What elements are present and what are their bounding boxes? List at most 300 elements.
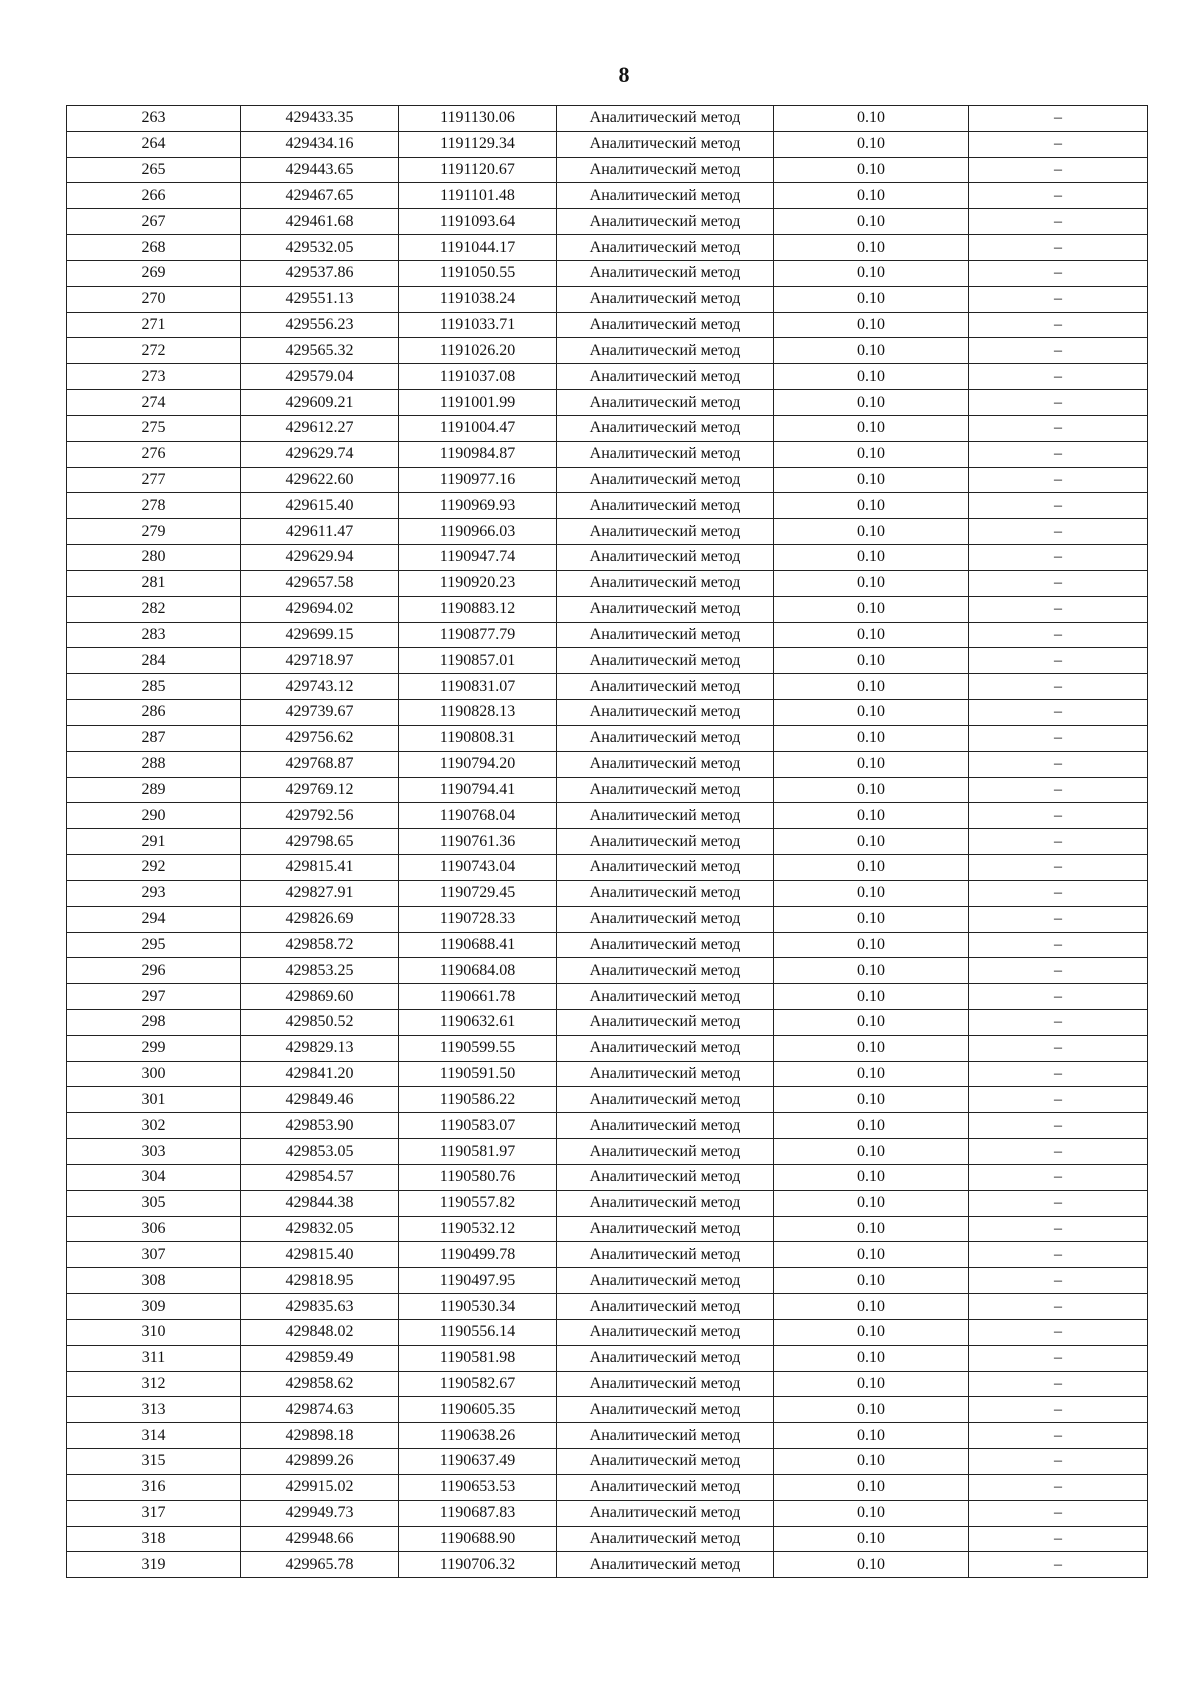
point-number-cell: 271 — [67, 312, 241, 338]
point-number-cell: 270 — [67, 286, 241, 312]
note-cell: – — [969, 1371, 1148, 1397]
accuracy-cell: 0.10 — [774, 906, 969, 932]
x-coordinate-cell: 429612.27 — [241, 415, 399, 441]
x-coordinate-cell: 429832.05 — [241, 1216, 399, 1242]
y-coordinate-cell: 1190728.33 — [399, 906, 557, 932]
note-cell: – — [969, 700, 1148, 726]
y-coordinate-cell: 1191044.17 — [399, 235, 557, 261]
point-number-cell: 269 — [67, 260, 241, 286]
table-row — [67, 441, 1148, 467]
table-row — [67, 622, 1148, 648]
accuracy-cell: 0.10 — [774, 1345, 969, 1371]
note-cell: – — [969, 390, 1148, 416]
x-coordinate-cell: 429841.20 — [241, 1061, 399, 1087]
method-cell: Аналитический метод — [557, 312, 774, 338]
note-cell: – — [969, 312, 1148, 338]
accuracy-cell: 0.10 — [774, 648, 969, 674]
table-row — [67, 1500, 1148, 1526]
accuracy-cell: 0.10 — [774, 312, 969, 338]
accuracy-cell: 0.10 — [774, 286, 969, 312]
accuracy-cell: 0.10 — [774, 1139, 969, 1165]
table-row — [67, 674, 1148, 700]
x-coordinate-cell: 429827.91 — [241, 880, 399, 906]
y-coordinate-cell: 1190605.35 — [399, 1397, 557, 1423]
note-cell: – — [969, 1242, 1148, 1268]
method-cell: Аналитический метод — [557, 1139, 774, 1165]
table-row — [67, 209, 1148, 235]
note-cell: – — [969, 725, 1148, 751]
point-number-cell: 293 — [67, 880, 241, 906]
method-cell: Аналитический метод — [557, 829, 774, 855]
y-coordinate-cell: 1190580.76 — [399, 1164, 557, 1190]
x-coordinate-cell: 429467.65 — [241, 183, 399, 209]
method-cell: Аналитический метод — [557, 1190, 774, 1216]
point-number-cell: 314 — [67, 1423, 241, 1449]
table-row — [67, 1190, 1148, 1216]
method-cell: Аналитический метод — [557, 519, 774, 545]
method-cell: Аналитический метод — [557, 1552, 774, 1578]
note-cell: – — [969, 1500, 1148, 1526]
accuracy-cell: 0.10 — [774, 545, 969, 571]
note-cell: – — [969, 622, 1148, 648]
method-cell: Аналитический метод — [557, 880, 774, 906]
point-number-cell: 311 — [67, 1345, 241, 1371]
y-coordinate-cell: 1190586.22 — [399, 1087, 557, 1113]
point-number-cell: 306 — [67, 1216, 241, 1242]
table-row — [67, 648, 1148, 674]
accuracy-cell: 0.10 — [774, 1087, 969, 1113]
note-cell: – — [969, 1552, 1148, 1578]
method-cell: Аналитический метод — [557, 467, 774, 493]
method-cell: Аналитический метод — [557, 157, 774, 183]
accuracy-cell: 0.10 — [774, 803, 969, 829]
accuracy-cell: 0.10 — [774, 958, 969, 984]
x-coordinate-cell: 429537.86 — [241, 260, 399, 286]
note-cell: – — [969, 1319, 1148, 1345]
method-cell: Аналитический метод — [557, 1371, 774, 1397]
note-cell: – — [969, 286, 1148, 312]
table-row — [67, 286, 1148, 312]
accuracy-cell: 0.10 — [774, 880, 969, 906]
point-number-cell: 310 — [67, 1319, 241, 1345]
method-cell: Аналитический метод — [557, 286, 774, 312]
x-coordinate-cell: 429826.69 — [241, 906, 399, 932]
x-coordinate-cell: 429629.74 — [241, 441, 399, 467]
note-cell: – — [969, 1087, 1148, 1113]
accuracy-cell: 0.10 — [774, 1449, 969, 1475]
point-number-cell: 285 — [67, 674, 241, 700]
accuracy-cell: 0.10 — [774, 1190, 969, 1216]
table-row — [67, 1061, 1148, 1087]
table-row — [67, 725, 1148, 751]
accuracy-cell: 0.10 — [774, 183, 969, 209]
y-coordinate-cell: 1191093.64 — [399, 209, 557, 235]
table-row — [67, 183, 1148, 209]
method-cell: Аналитический метод — [557, 1294, 774, 1320]
page-number: 8 — [618, 62, 630, 87]
x-coordinate-cell: 429848.02 — [241, 1319, 399, 1345]
note-cell: – — [969, 545, 1148, 571]
table-row — [67, 131, 1148, 157]
point-number-cell: 307 — [67, 1242, 241, 1268]
x-coordinate-cell: 429850.52 — [241, 1009, 399, 1035]
table-row — [67, 157, 1148, 183]
method-cell: Аналитический метод — [557, 648, 774, 674]
table-row — [67, 1035, 1148, 1061]
y-coordinate-cell: 1191026.20 — [399, 338, 557, 364]
point-number-cell: 312 — [67, 1371, 241, 1397]
y-coordinate-cell: 1190581.97 — [399, 1139, 557, 1165]
x-coordinate-cell: 429815.41 — [241, 855, 399, 881]
point-number-cell: 309 — [67, 1294, 241, 1320]
y-coordinate-cell: 1190688.41 — [399, 932, 557, 958]
y-coordinate-cell: 1190706.32 — [399, 1552, 557, 1578]
accuracy-cell: 0.10 — [774, 106, 969, 132]
table-row — [67, 803, 1148, 829]
method-cell: Аналитический метод — [557, 1216, 774, 1242]
point-number-cell: 318 — [67, 1526, 241, 1552]
y-coordinate-cell: 1190768.04 — [399, 803, 557, 829]
point-number-cell: 290 — [67, 803, 241, 829]
note-cell: – — [969, 648, 1148, 674]
accuracy-cell: 0.10 — [774, 700, 969, 726]
point-number-cell: 288 — [67, 751, 241, 777]
table-row — [67, 338, 1148, 364]
x-coordinate-cell: 429433.35 — [241, 106, 399, 132]
point-number-cell: 302 — [67, 1113, 241, 1139]
method-cell: Аналитический метод — [557, 751, 774, 777]
point-number-cell: 281 — [67, 570, 241, 596]
note-cell: – — [969, 803, 1148, 829]
accuracy-cell: 0.10 — [774, 415, 969, 441]
point-number-cell: 278 — [67, 493, 241, 519]
accuracy-cell: 0.10 — [774, 1061, 969, 1087]
x-coordinate-cell: 429858.72 — [241, 932, 399, 958]
x-coordinate-cell: 429532.05 — [241, 235, 399, 261]
x-coordinate-cell: 429565.32 — [241, 338, 399, 364]
x-coordinate-cell: 429915.02 — [241, 1474, 399, 1500]
note-cell: – — [969, 674, 1148, 700]
x-coordinate-cell: 429718.97 — [241, 648, 399, 674]
point-number-cell: 286 — [67, 700, 241, 726]
note-cell: – — [969, 1294, 1148, 1320]
note-cell: – — [969, 906, 1148, 932]
point-number-cell: 287 — [67, 725, 241, 751]
y-coordinate-cell: 1190828.13 — [399, 700, 557, 726]
point-number-cell: 275 — [67, 415, 241, 441]
accuracy-cell: 0.10 — [774, 209, 969, 235]
x-coordinate-cell: 429853.05 — [241, 1139, 399, 1165]
table-row — [67, 106, 1148, 132]
x-coordinate-cell: 429699.15 — [241, 622, 399, 648]
accuracy-cell: 0.10 — [774, 1242, 969, 1268]
accuracy-cell: 0.10 — [774, 596, 969, 622]
table-row — [67, 235, 1148, 261]
x-coordinate-cell: 429818.95 — [241, 1268, 399, 1294]
note-cell: – — [969, 493, 1148, 519]
method-cell: Аналитический метод — [557, 1061, 774, 1087]
x-coordinate-cell: 429579.04 — [241, 364, 399, 390]
method-cell: Аналитический метод — [557, 545, 774, 571]
x-coordinate-cell: 429743.12 — [241, 674, 399, 700]
method-cell: Аналитический метод — [557, 1242, 774, 1268]
y-coordinate-cell: 1190582.67 — [399, 1371, 557, 1397]
note-cell: – — [969, 984, 1148, 1010]
table-row — [67, 1009, 1148, 1035]
table-row — [67, 1242, 1148, 1268]
method-cell: Аналитический метод — [557, 209, 774, 235]
accuracy-cell: 0.10 — [774, 157, 969, 183]
table-row — [67, 1216, 1148, 1242]
method-cell: Аналитический метод — [557, 235, 774, 261]
y-coordinate-cell: 1190599.55 — [399, 1035, 557, 1061]
table-row — [67, 958, 1148, 984]
method-cell: Аналитический метод — [557, 1009, 774, 1035]
table-row — [67, 829, 1148, 855]
method-cell: Аналитический метод — [557, 1474, 774, 1500]
method-cell: Аналитический метод — [557, 1268, 774, 1294]
method-cell: Аналитический метод — [557, 441, 774, 467]
y-coordinate-cell: 1190684.08 — [399, 958, 557, 984]
point-number-cell: 295 — [67, 932, 241, 958]
note-cell: – — [969, 415, 1148, 441]
table-row — [67, 1526, 1148, 1552]
point-number-cell: 284 — [67, 648, 241, 674]
note-cell: – — [969, 209, 1148, 235]
y-coordinate-cell: 1190557.82 — [399, 1190, 557, 1216]
y-coordinate-cell: 1190794.41 — [399, 777, 557, 803]
method-cell: Аналитический метод — [557, 390, 774, 416]
method-cell: Аналитический метод — [557, 906, 774, 932]
note-cell: – — [969, 1009, 1148, 1035]
method-cell: Аналитический метод — [557, 1319, 774, 1345]
point-number-cell: 289 — [67, 777, 241, 803]
x-coordinate-cell: 429769.12 — [241, 777, 399, 803]
accuracy-cell: 0.10 — [774, 364, 969, 390]
method-cell: Аналитический метод — [557, 1164, 774, 1190]
table-row — [67, 570, 1148, 596]
y-coordinate-cell: 1190530.34 — [399, 1294, 557, 1320]
note-cell: – — [969, 1164, 1148, 1190]
note-cell: – — [969, 880, 1148, 906]
point-number-cell: 264 — [67, 131, 241, 157]
method-cell: Аналитический метод — [557, 1449, 774, 1475]
x-coordinate-cell: 429899.26 — [241, 1449, 399, 1475]
y-coordinate-cell: 1190984.87 — [399, 441, 557, 467]
x-coordinate-cell: 429859.49 — [241, 1345, 399, 1371]
table-row — [67, 880, 1148, 906]
point-number-cell: 316 — [67, 1474, 241, 1500]
y-coordinate-cell: 1191101.48 — [399, 183, 557, 209]
point-number-cell: 300 — [67, 1061, 241, 1087]
y-coordinate-cell: 1191130.06 — [399, 106, 557, 132]
y-coordinate-cell: 1191004.47 — [399, 415, 557, 441]
x-coordinate-cell: 429898.18 — [241, 1423, 399, 1449]
x-coordinate-cell: 429739.67 — [241, 700, 399, 726]
y-coordinate-cell: 1190729.45 — [399, 880, 557, 906]
method-cell: Аналитический метод — [557, 958, 774, 984]
point-number-cell: 280 — [67, 545, 241, 571]
table-row — [67, 700, 1148, 726]
x-coordinate-cell: 429622.60 — [241, 467, 399, 493]
y-coordinate-cell: 1191037.08 — [399, 364, 557, 390]
point-number-cell: 296 — [67, 958, 241, 984]
x-coordinate-cell: 429874.63 — [241, 1397, 399, 1423]
method-cell: Аналитический метод — [557, 1035, 774, 1061]
accuracy-cell: 0.10 — [774, 1552, 969, 1578]
x-coordinate-cell: 429551.13 — [241, 286, 399, 312]
point-number-cell: 308 — [67, 1268, 241, 1294]
accuracy-cell: 0.10 — [774, 829, 969, 855]
note-cell: – — [969, 1397, 1148, 1423]
note-cell: – — [969, 235, 1148, 261]
y-coordinate-cell: 1190977.16 — [399, 467, 557, 493]
table-row — [67, 493, 1148, 519]
x-coordinate-cell: 429611.47 — [241, 519, 399, 545]
method-cell: Аналитический метод — [557, 1087, 774, 1113]
table-row — [67, 312, 1148, 338]
y-coordinate-cell: 1191033.71 — [399, 312, 557, 338]
x-coordinate-cell: 429629.94 — [241, 545, 399, 571]
accuracy-cell: 0.10 — [774, 622, 969, 648]
point-number-cell: 268 — [67, 235, 241, 261]
method-cell: Аналитический метод — [557, 1423, 774, 1449]
y-coordinate-cell: 1190966.03 — [399, 519, 557, 545]
x-coordinate-cell: 429443.65 — [241, 157, 399, 183]
accuracy-cell: 0.10 — [774, 390, 969, 416]
note-cell: – — [969, 932, 1148, 958]
note-cell: – — [969, 131, 1148, 157]
point-number-cell: 277 — [67, 467, 241, 493]
table-row — [67, 1345, 1148, 1371]
method-cell: Аналитический метод — [557, 338, 774, 364]
table-row — [67, 519, 1148, 545]
point-number-cell: 297 — [67, 984, 241, 1010]
accuracy-cell: 0.10 — [774, 984, 969, 1010]
accuracy-cell: 0.10 — [774, 855, 969, 881]
method-cell: Аналитический метод — [557, 415, 774, 441]
method-cell: Аналитический метод — [557, 855, 774, 881]
note-cell: – — [969, 1526, 1148, 1552]
x-coordinate-cell: 429949.73 — [241, 1500, 399, 1526]
note-cell: – — [969, 958, 1148, 984]
y-coordinate-cell: 1190969.93 — [399, 493, 557, 519]
table-row — [67, 260, 1148, 286]
y-coordinate-cell: 1190637.49 — [399, 1449, 557, 1475]
note-cell: – — [969, 1423, 1148, 1449]
accuracy-cell: 0.10 — [774, 725, 969, 751]
note-cell: – — [969, 751, 1148, 777]
method-cell: Аналитический метод — [557, 260, 774, 286]
method-cell: Аналитический метод — [557, 1526, 774, 1552]
accuracy-cell: 0.10 — [774, 1423, 969, 1449]
y-coordinate-cell: 1190920.23 — [399, 570, 557, 596]
y-coordinate-cell: 1190581.98 — [399, 1345, 557, 1371]
x-coordinate-cell: 429798.65 — [241, 829, 399, 855]
point-number-cell: 265 — [67, 157, 241, 183]
y-coordinate-cell: 1190532.12 — [399, 1216, 557, 1242]
method-cell: Аналитический метод — [557, 700, 774, 726]
accuracy-cell: 0.10 — [774, 674, 969, 700]
y-coordinate-cell: 1190499.78 — [399, 1242, 557, 1268]
y-coordinate-cell: 1191120.67 — [399, 157, 557, 183]
table-row — [67, 777, 1148, 803]
accuracy-cell: 0.10 — [774, 1526, 969, 1552]
method-cell: Аналитический метод — [557, 674, 774, 700]
note-cell: – — [969, 467, 1148, 493]
y-coordinate-cell: 1190688.90 — [399, 1526, 557, 1552]
note-cell: – — [969, 1113, 1148, 1139]
note-cell: – — [969, 1061, 1148, 1087]
y-coordinate-cell: 1190638.26 — [399, 1423, 557, 1449]
x-coordinate-cell: 429965.78 — [241, 1552, 399, 1578]
accuracy-cell: 0.10 — [774, 1113, 969, 1139]
x-coordinate-cell: 429869.60 — [241, 984, 399, 1010]
note-cell: – — [969, 260, 1148, 286]
method-cell: Аналитический метод — [557, 1397, 774, 1423]
accuracy-cell: 0.10 — [774, 260, 969, 286]
accuracy-cell: 0.10 — [774, 1500, 969, 1526]
accuracy-cell: 0.10 — [774, 441, 969, 467]
note-cell: – — [969, 157, 1148, 183]
method-cell: Аналитический метод — [557, 622, 774, 648]
method-cell: Аналитический метод — [557, 596, 774, 622]
note-cell: – — [969, 1449, 1148, 1475]
accuracy-cell: 0.10 — [774, 235, 969, 261]
accuracy-cell: 0.10 — [774, 932, 969, 958]
point-number-cell: 283 — [67, 622, 241, 648]
y-coordinate-cell: 1190556.14 — [399, 1319, 557, 1345]
table-row — [67, 415, 1148, 441]
table-row — [67, 984, 1148, 1010]
y-coordinate-cell: 1190497.95 — [399, 1268, 557, 1294]
x-coordinate-cell: 429853.90 — [241, 1113, 399, 1139]
x-coordinate-cell: 429556.23 — [241, 312, 399, 338]
y-coordinate-cell: 1190794.20 — [399, 751, 557, 777]
x-coordinate-cell: 429657.58 — [241, 570, 399, 596]
method-cell: Аналитический метод — [557, 106, 774, 132]
accuracy-cell: 0.10 — [774, 493, 969, 519]
method-cell: Аналитический метод — [557, 1345, 774, 1371]
point-number-cell: 294 — [67, 906, 241, 932]
x-coordinate-cell: 429694.02 — [241, 596, 399, 622]
point-number-cell: 279 — [67, 519, 241, 545]
accuracy-cell: 0.10 — [774, 467, 969, 493]
point-number-cell: 313 — [67, 1397, 241, 1423]
note-cell: – — [969, 441, 1148, 467]
y-coordinate-cell: 1191129.34 — [399, 131, 557, 157]
x-coordinate-cell: 429854.57 — [241, 1164, 399, 1190]
point-number-cell: 303 — [67, 1139, 241, 1165]
coordinates-table-body — [67, 106, 1148, 1578]
x-coordinate-cell: 429815.40 — [241, 1242, 399, 1268]
point-number-cell: 273 — [67, 364, 241, 390]
accuracy-cell: 0.10 — [774, 777, 969, 803]
method-cell: Аналитический метод — [557, 932, 774, 958]
table-row — [67, 1164, 1148, 1190]
method-cell: Аналитический метод — [557, 725, 774, 751]
note-cell: – — [969, 1345, 1148, 1371]
accuracy-cell: 0.10 — [774, 1294, 969, 1320]
table-row — [67, 1268, 1148, 1294]
x-coordinate-cell: 429853.25 — [241, 958, 399, 984]
method-cell: Аналитический метод — [557, 984, 774, 1010]
note-cell: – — [969, 1268, 1148, 1294]
y-coordinate-cell: 1190661.78 — [399, 984, 557, 1010]
note-cell: – — [969, 855, 1148, 881]
method-cell: Аналитический метод — [557, 1113, 774, 1139]
x-coordinate-cell: 429858.62 — [241, 1371, 399, 1397]
